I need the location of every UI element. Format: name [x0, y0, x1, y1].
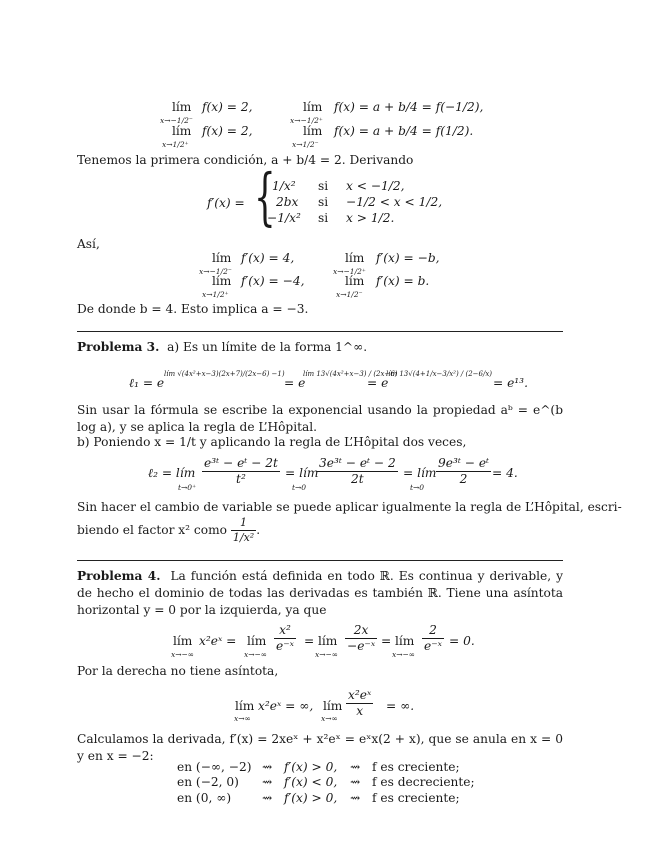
formula-lhs: ℓ₁ = e [129, 376, 165, 390]
lim-subscript: x→1/2⁺ [202, 290, 229, 299]
lim-operator: lím [173, 634, 193, 648]
result: f es creciente; [372, 791, 460, 805]
problem4-intro [77, 568, 563, 619]
fraction [346, 688, 373, 720]
lim-subscript: x→∞ [234, 714, 251, 723]
arrow: ⇝ [350, 775, 361, 789]
lim-subscript: x→−1/2⁺ [290, 116, 323, 125]
lim-subscript: x→−∞ [392, 650, 416, 659]
sign: f′(x) < 0, [284, 775, 338, 789]
formula-part: = e [284, 376, 306, 390]
paragraph: Tenemos la primera condición, a + b/4 = 2. Derivando [77, 153, 414, 167]
lim-subscript: x→−1/2⁻ [199, 267, 232, 276]
fraction [202, 456, 280, 488]
lim-subscript: x→−∞ [315, 650, 339, 659]
lim-subscript: t→0 [410, 483, 425, 492]
paragraph: Calculamos la derivada, f′(x) = 2xeˣ + x²eˣ = eˣx(2 + x), que se anula en x = 0 y en x = −2: [77, 732, 563, 763]
lim-operator: lím [323, 699, 343, 713]
arrow: ⇝ [350, 791, 361, 805]
numerator: x² [274, 623, 296, 639]
lim-subscript: x→1/2⁺ [162, 140, 189, 149]
lim-expression: x²eˣ = ∞, [258, 699, 314, 713]
lim-expression: f(x) = a + b/4 = f(−1/2), [334, 100, 484, 114]
lim-operator: lím [303, 100, 323, 114]
piecewise-cond: x < −1/2, [346, 179, 405, 193]
denominator: e⁻ˣ [424, 639, 442, 654]
formula-part: = e [367, 376, 389, 390]
lim-operator: lím [172, 124, 192, 138]
lim-expression: x²eˣ = [199, 634, 237, 648]
lim-expression: f′(x) = −b, [376, 251, 440, 265]
piecewise-lhs: f′(x) = [207, 196, 245, 210]
piecewise-expr: 1/x² [272, 179, 296, 193]
lim-operator: lím [212, 251, 232, 265]
fraction [422, 623, 444, 655]
arrow: ⇝ [350, 760, 361, 774]
paragraph: b) Poniendo x = 1/t y aplicando la regla de L’Hôpital dos veces, [77, 435, 467, 449]
punctuation: . [256, 522, 261, 537]
piecewise-si: si [318, 211, 329, 225]
paragraph: Por la derecha no tiene asíntota, [77, 664, 279, 678]
formula-end: = 4. [492, 466, 518, 480]
lim-expression: f(x) = 2, [202, 100, 253, 114]
interval: en (−∞, −2) [177, 760, 252, 774]
lim-subscript: x→1/2⁻ [336, 290, 363, 299]
paragraph: Sin usar la fórmula se escribe la exponencial usando la propiedad aᵇ = e^(b log a), y se aplica la regla de L’Hôpital. [77, 403, 563, 434]
lim-operator: lím [303, 124, 323, 138]
lim-subscript: t→0⁺ [178, 483, 197, 492]
left-brace: { [254, 160, 276, 233]
lim-operator: lím [235, 699, 255, 713]
formula-end: = e¹³. [493, 376, 528, 390]
lim-expression: f(x) = 2, [202, 124, 253, 138]
equals: = [381, 634, 392, 648]
paragraph: De donde b = 4. Esto implica a = −3. [77, 302, 309, 316]
problem-heading: Problema 3. [77, 340, 160, 354]
lim-subscript: x→−∞ [171, 650, 195, 659]
denominator: 2 [459, 472, 468, 487]
denominator: 2t [351, 472, 364, 487]
lim-subscript: x→∞ [321, 714, 338, 723]
formula-part: = lím [403, 466, 437, 480]
lim-operator: lím [172, 100, 192, 114]
lim-operator: lím [395, 634, 415, 648]
lim-operator: lím [212, 274, 232, 288]
equals: = [304, 634, 315, 648]
numerator: 1 [231, 516, 256, 531]
interval: en (0, ∞) [177, 791, 232, 805]
exponent: lím 13√(4x²+x−3) / (2x−6) [303, 370, 398, 378]
paragraph: Así, [77, 237, 100, 251]
lim-subscript: t→0 [292, 483, 307, 492]
piecewise-expr: 2bx [276, 195, 299, 209]
numerator: 2 [422, 623, 444, 639]
denominator: −e⁻ˣ [347, 639, 376, 654]
lim-subscript: x→−∞ [244, 650, 268, 659]
fraction [436, 456, 491, 488]
denominator: e⁻ˣ [276, 639, 294, 654]
lim-operator: lím [247, 634, 267, 648]
formula-lhs: ℓ₂ = lím [148, 466, 196, 480]
piecewise-si: si [318, 195, 329, 209]
lim-expression: f′(x) = b. [376, 274, 430, 288]
lim-subscript: x→−1/2⁺ [333, 267, 366, 276]
piecewise-si: si [318, 179, 329, 193]
lim-subscript: x→1/2⁻ [292, 140, 319, 149]
section-divider [77, 331, 563, 332]
arrow: ⇝ [262, 775, 273, 789]
paragraph-text: biendo el factor x² como [77, 522, 227, 537]
result: f es creciente; [372, 760, 460, 774]
numerator: e³ᵗ − eᵗ − 2t [202, 456, 280, 472]
formula-part: = lím [285, 466, 319, 480]
lim-expression: f′(x) = −4, [241, 274, 305, 288]
denominator: 1/x² [232, 530, 255, 544]
lim-operator: lím [345, 251, 365, 265]
fraction [317, 456, 398, 488]
sign: f′(x) > 0, [284, 760, 338, 774]
arrow: ⇝ [262, 760, 273, 774]
lim-operator: lím [345, 274, 365, 288]
sign: f′(x) > 0, [284, 791, 338, 805]
paragraph: Sin hacer el cambio de variable se puede aplicar igualmente la regla de L’Hôpital, escri- [77, 500, 622, 514]
numerator: x²eˣ [346, 688, 373, 704]
denominator: x [356, 704, 364, 719]
paragraph-text: La función está definida en todo ℝ. Es continua y derivable, y de hecho el dominio de todas las derivadas es también ℝ. Tiene una asíntota horizontal y = 0 por la izquierda, ya que [77, 569, 563, 617]
piecewise-cond: −1/2 < x < 1/2, [346, 195, 443, 209]
equals: = 0. [449, 634, 475, 648]
problem-intro: a) Es un límite de la forma 1^∞. [167, 340, 368, 354]
problem-heading: Problema 4. [77, 569, 161, 583]
lim-subscript: x→−1/2⁻ [160, 116, 193, 125]
fraction [274, 623, 296, 655]
numerator: 9e³ᵗ − eᵗ [436, 456, 491, 472]
fraction [231, 516, 256, 545]
lim-expression: f(x) = a + b/4 = f(1/2). [334, 124, 474, 138]
denominator: t² [236, 472, 246, 487]
problem3-title [77, 340, 367, 355]
arrow: ⇝ [262, 791, 273, 805]
piecewise-cond: x > 1/2. [346, 211, 395, 225]
fraction [345, 623, 377, 655]
piecewise-expr: −1/x² [267, 211, 301, 225]
exponent: lím 13√(4+1/x−3/x²) / (2−6/x) [386, 370, 493, 378]
numerator: 2x [345, 623, 377, 639]
numerator: 3e³ᵗ − eᵗ − 2 [317, 456, 398, 472]
result: f es decreciente; [372, 775, 475, 789]
lim-expression: f′(x) = 4, [241, 251, 295, 265]
paragraph-with-fraction [77, 516, 260, 545]
interval: en (−2, 0) [177, 775, 239, 789]
equals: = ∞. [386, 699, 415, 713]
lim-operator: lím [318, 634, 338, 648]
exponent: lím √(4x²+x−3)(2x+7)/(2x−6) −1) [164, 370, 285, 378]
section-divider [77, 560, 563, 561]
